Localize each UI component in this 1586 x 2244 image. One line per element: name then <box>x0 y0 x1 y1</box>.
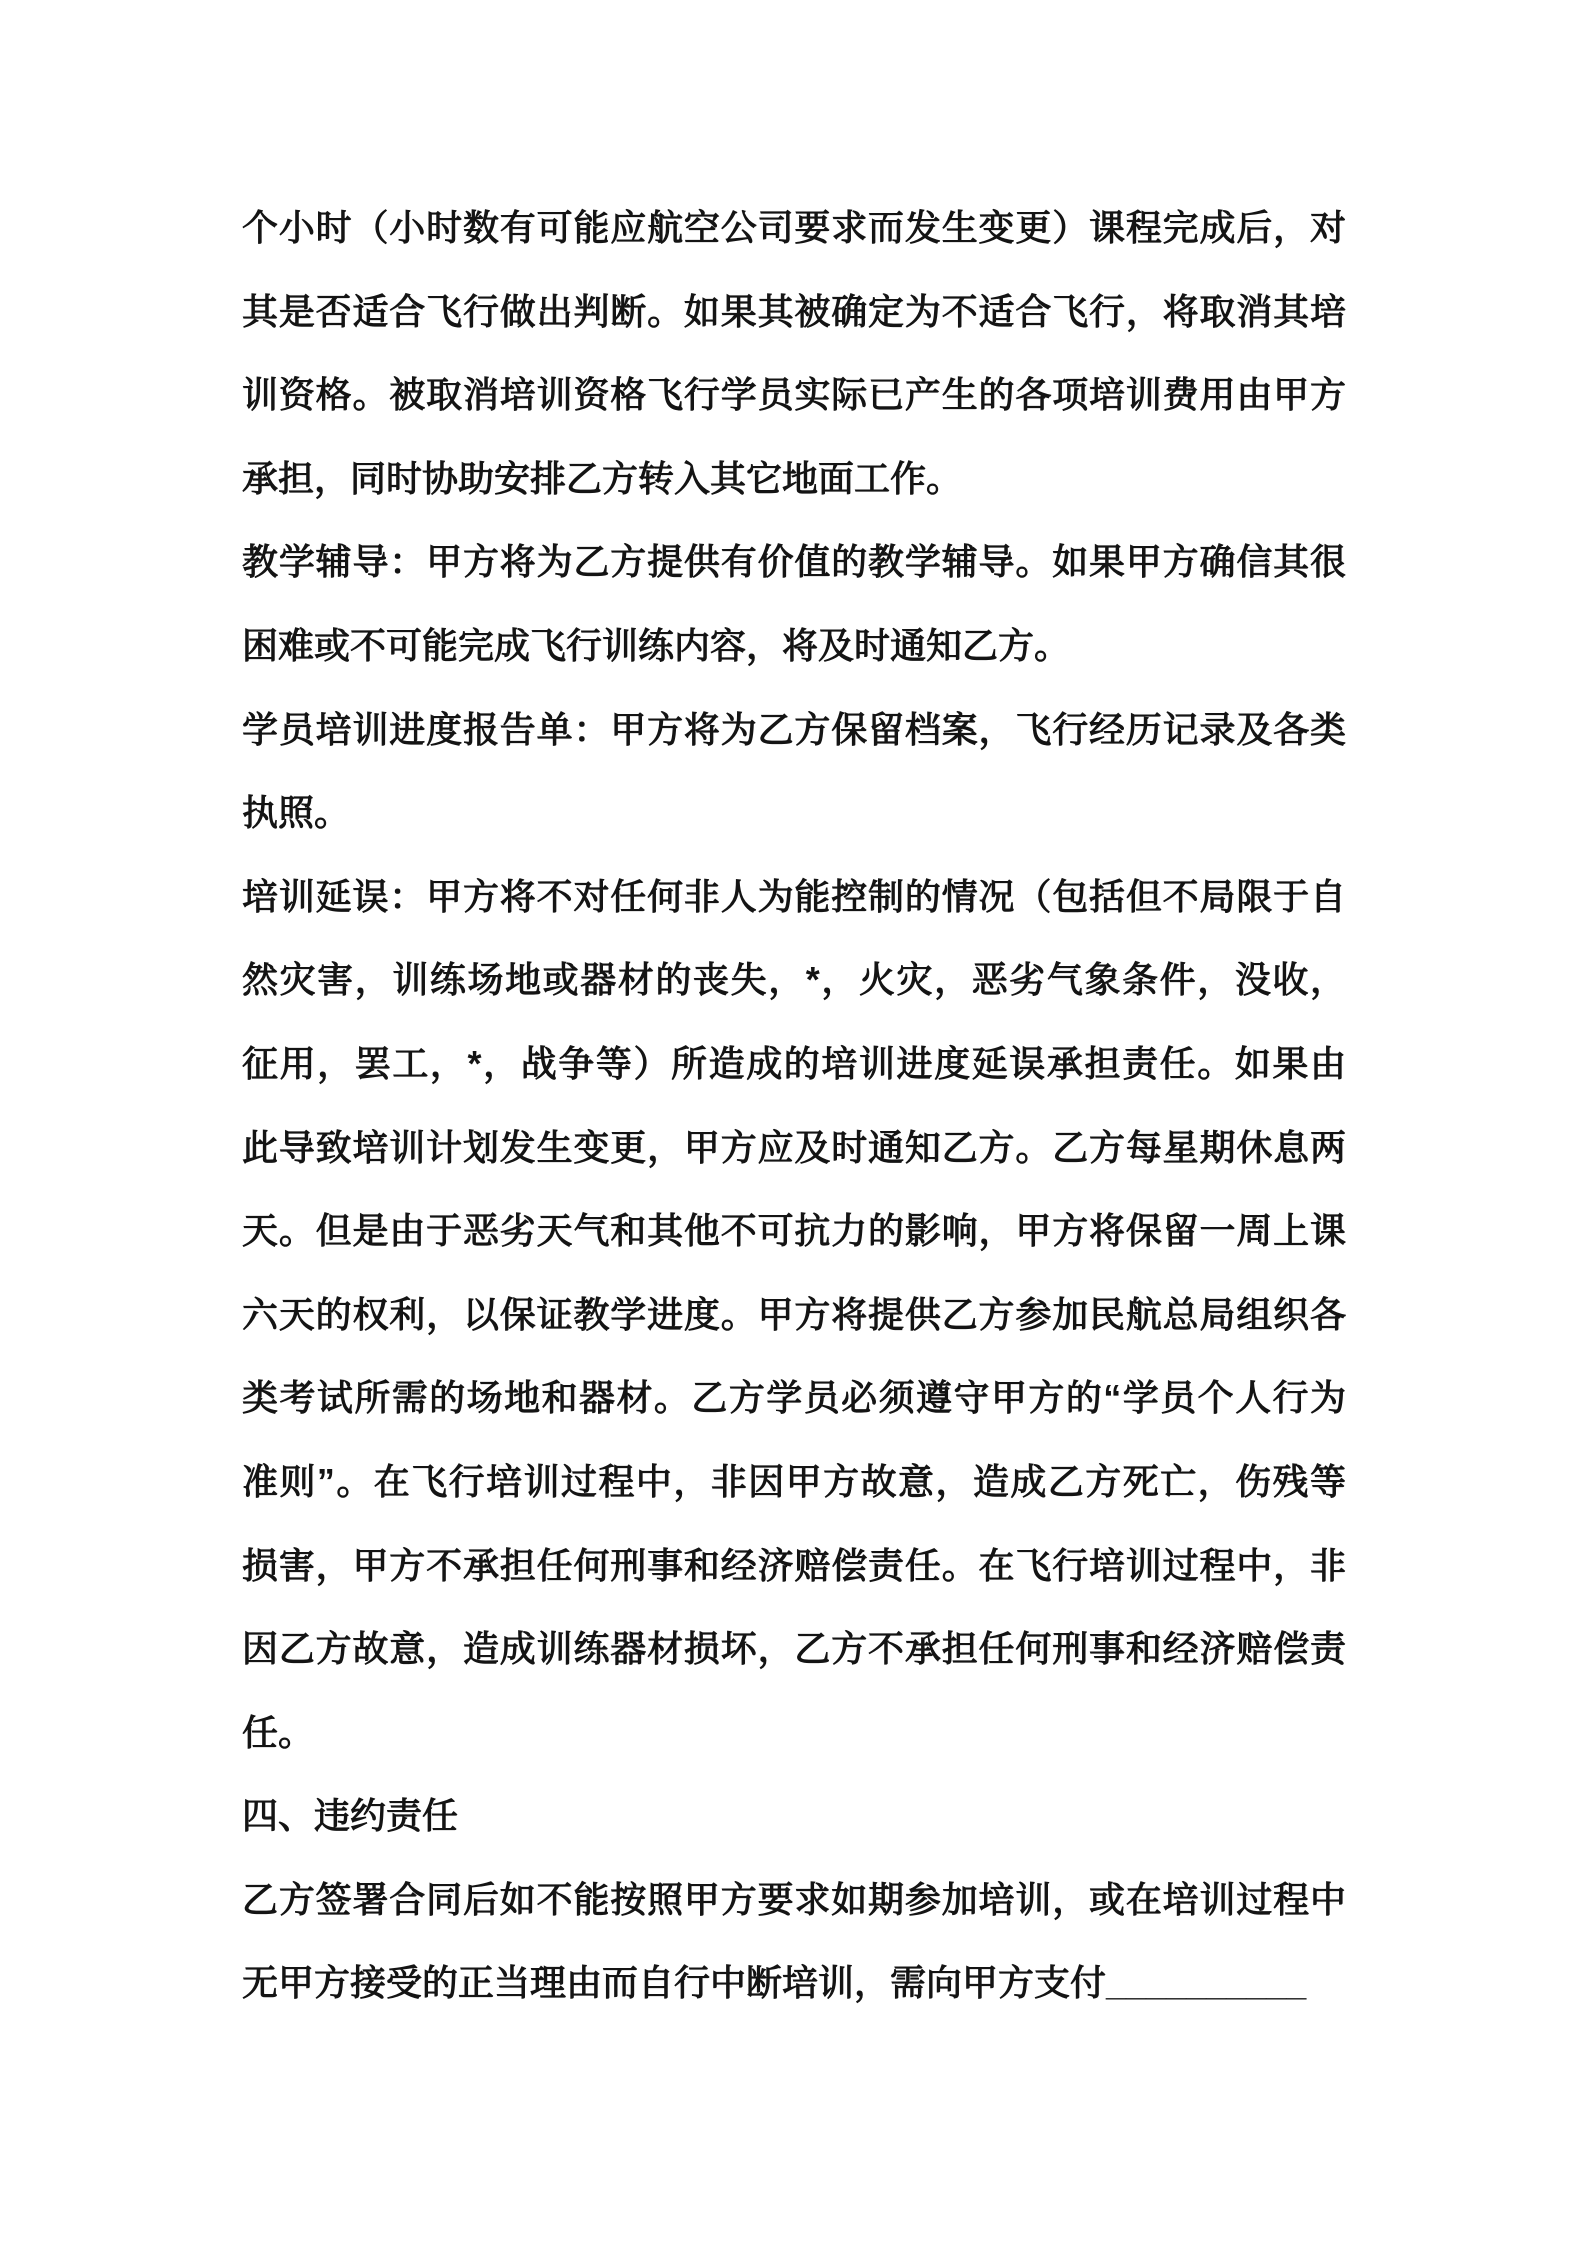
text-line: 个小时（小时数有可能应航空公司要求而发生变更）课程完成后，对 <box>242 207 1346 248</box>
text-line: 此导致培训计划发生变更，甲方应及时通知乙方。乙方每星期休息两 <box>242 1126 1346 1168</box>
text-line: 天。但是由于恶劣天气和其他不可抗力的影响，甲方将保留一周上课 <box>242 1210 1346 1252</box>
text-line: 培训延误：甲方将不对任何非人为能控制的情况（包括但不局限于自 <box>242 875 1346 917</box>
text-line: 然灾害，训练场地或器材的丧失，*，火灾，恶劣气象条件，没收， <box>242 959 1346 1001</box>
text-line: 训资格。被取消培训资格飞行学员实际已产生的各项培训费用由甲方 <box>242 374 1346 416</box>
text-line: 征用，罢工，*，战争等）所造成的培训进度延误承担责任。如果由 <box>242 1042 1346 1084</box>
text-line: 乙方签署合同后如不能按照甲方要求如期参加培训，或在培训过程中 <box>242 1878 1346 1920</box>
text-line: 因乙方故意，造成训练器材损坏，乙方不承担任何刑事和经济赔偿责 <box>242 1628 1346 1670</box>
document-body <box>242 186 1346 2025</box>
text-line: 困难或不可能完成飞行训练内容，将及时通知乙方。 <box>242 624 1071 666</box>
text-line: 教学辅导：甲方将为乙方提供有价值的教学辅导。如果甲方确信其很 <box>242 541 1346 583</box>
text-line: 学员培训进度报告单：甲方将为乙方保留档案，飞行经历记录及各类 <box>242 708 1346 750</box>
text-line: 任。 <box>242 1711 315 1753</box>
text-line: 其是否适合飞行做出判断。如果其被确定为不适合飞行，将取消其培 <box>242 290 1346 332</box>
text-line: 六天的权利，以保证教学进度。甲方将提供乙方参加民航总局组织各 <box>242 1293 1346 1335</box>
text-line: 类考试所需的场地和器材。乙方学员必须遵守甲方的“学员个人行为 <box>242 1377 1346 1419</box>
text-line: 损害，甲方不承担任何刑事和经济赔偿责任。在飞行培训过程中，非 <box>242 1544 1346 1586</box>
text-line: 承担，同时协助安排乙方转入其它地面工作。 <box>242 457 963 499</box>
text-line: 准则”。在飞行培训过程中，非因甲方故意，造成乙方死亡，伤残等 <box>242 1460 1346 1502</box>
text-line: 执照。 <box>242 792 351 834</box>
section-heading: 四、违约责任 <box>242 1795 459 1837</box>
text-line-with-blank: 无甲方接受的正当理由而自行中断培训，需向甲方支付__________ <box>242 1962 1307 2004</box>
